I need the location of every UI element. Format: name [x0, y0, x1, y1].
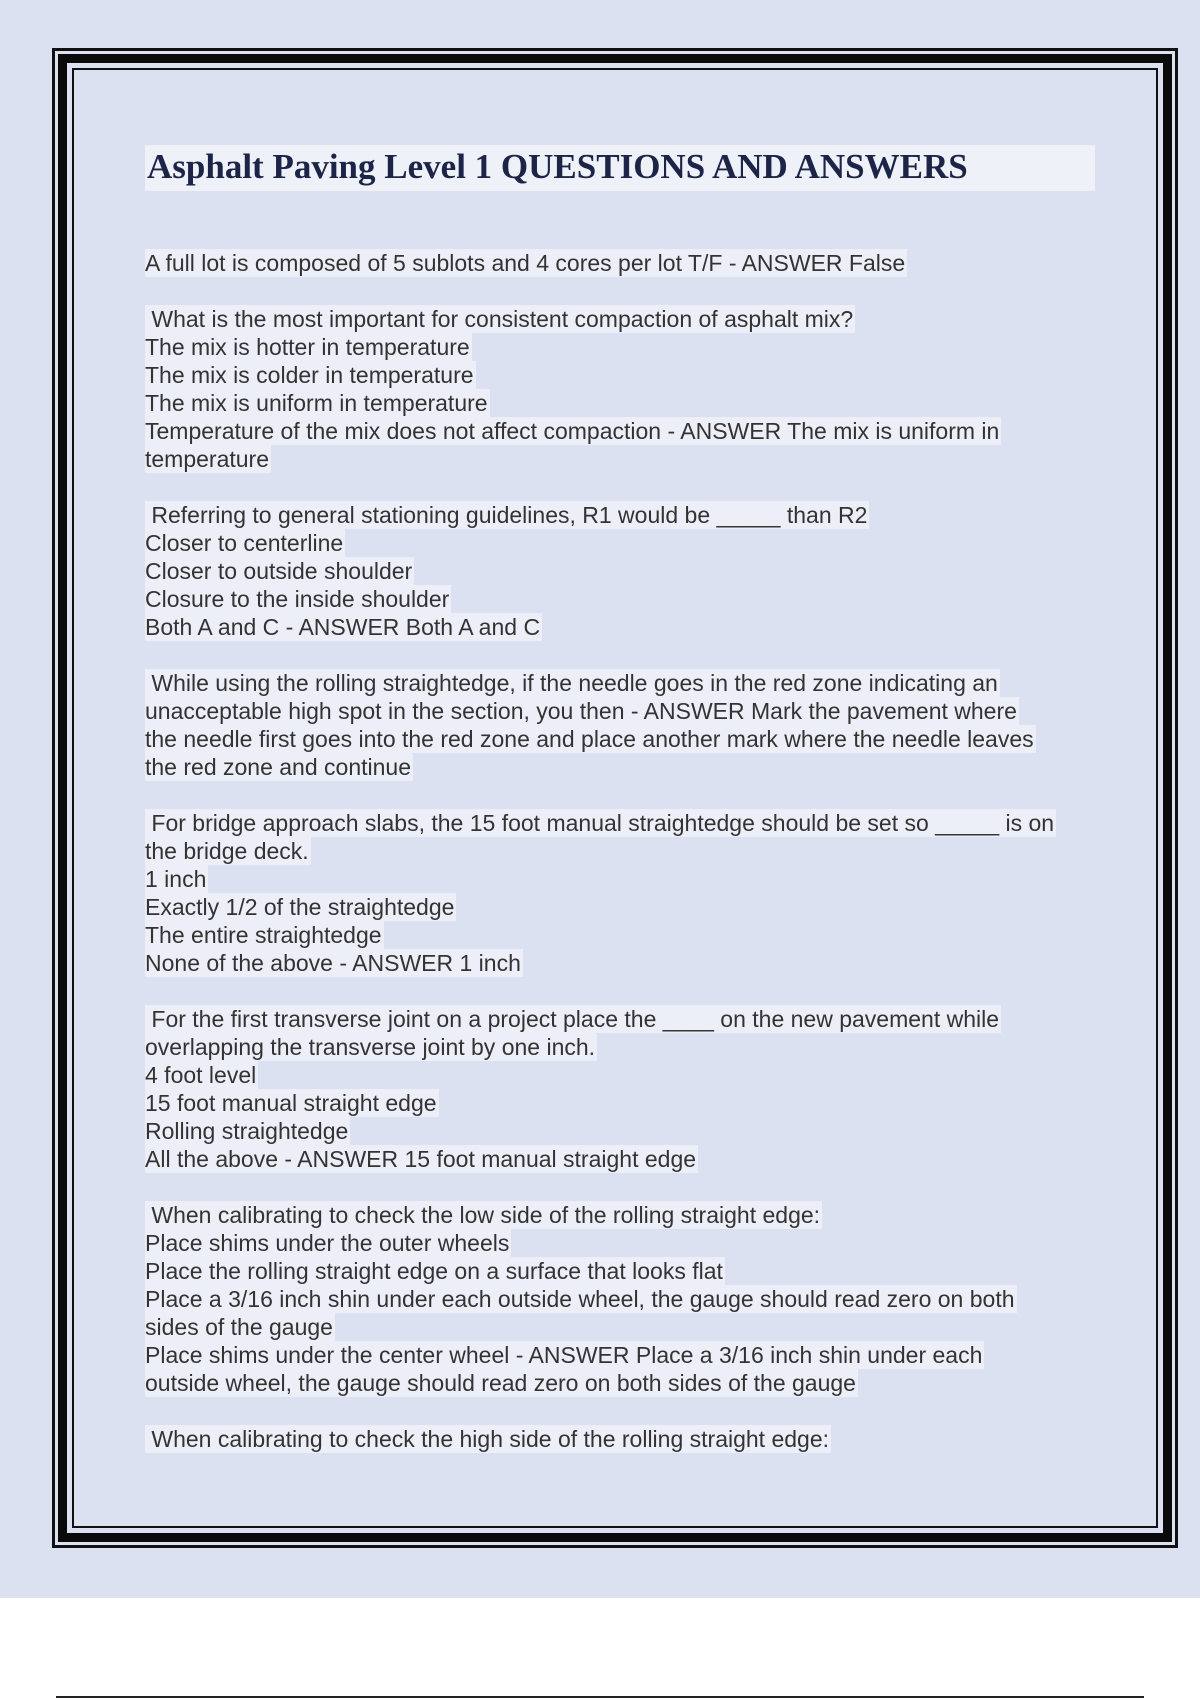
qa-text-line: Closer to centerline [145, 530, 344, 556]
qa-question-line: When calibrating to check the low side of the rolling straight edge: [145, 1202, 821, 1228]
qa-text-line: Closer to outside shoulder [145, 558, 413, 584]
qa-item [145, 1005, 1095, 1173]
qa-text-line: The mix is uniform in temperature [145, 390, 488, 416]
qa-question-line: What is the most important for consistent compaction of asphalt mix? [145, 306, 854, 332]
qa-text-line: temperature [145, 446, 270, 472]
qa-text-line: the red zone and continue [145, 754, 411, 780]
qa-text-line: overlapping the transverse joint by one inch. [145, 1034, 596, 1060]
qa-text-line: 4 foot level [145, 1062, 257, 1088]
qa-text-line: Exactly 1/2 of the straightedge [145, 894, 455, 920]
qa-question-line: For bridge approach slabs, the 15 foot manual straightedge should be set so _____ is on [145, 810, 1055, 836]
qa-item [145, 1201, 1095, 1397]
qa-text-line: Both A and C - ANSWER Both A and C [145, 614, 541, 640]
qa-question-line: When calibrating to check the high side of the rolling straight edge: [145, 1426, 830, 1452]
qa-text-line: Rolling straightedge [145, 1118, 349, 1144]
qa-text-line: 15 foot manual straight edge [145, 1090, 437, 1116]
qa-question-line: A full lot is composed of 5 sublots and 4 cores per lot T/F - ANSWER False [145, 250, 906, 276]
qa-text-line: None of the above - ANSWER 1 inch [145, 950, 521, 976]
qa-list [145, 249, 1095, 1453]
qa-text-line: Place the rolling straight edge on a surface that looks flat [145, 1258, 723, 1284]
qa-item [145, 1425, 1095, 1453]
qa-item [145, 249, 1095, 277]
qa-text-line: the bridge deck. [145, 838, 309, 864]
qa-text-line: sides of the gauge [145, 1314, 333, 1340]
qa-text-line: Place a 3/16 inch shin under each outside wheel, the gauge should read zero on both [145, 1286, 1015, 1312]
footer-rule [56, 1696, 1144, 1698]
qa-item [145, 305, 1095, 473]
qa-text-line: unacceptable high spot in the section, you then - ANSWER Mark the pavement where [145, 698, 1017, 724]
qa-text-line: The mix is colder in temperature [145, 362, 474, 388]
qa-text-line: Closure to the inside shoulder [145, 586, 450, 612]
qa-text-line: outside wheel, the gauge should read zero on both sides of the gauge [145, 1370, 856, 1396]
qa-text-line: 1 inch [145, 866, 207, 892]
document-title: Asphalt Paving Level 1 QUESTIONS AND ANSWERS [145, 145, 1095, 191]
qa-text-line: Place shims under the center wheel - ANSWER Place a 3/16 inch shin under each [145, 1342, 983, 1368]
qa-item [145, 501, 1095, 641]
qa-text-line: the needle first goes into the red zone and place another mark where the needle leaves [145, 726, 1034, 752]
qa-item [145, 669, 1095, 781]
qa-text-line: The entire straightedge [145, 922, 382, 948]
qa-text-line: Place shims under the outer wheels [145, 1230, 510, 1256]
qa-question-line: For the first transverse joint on a project place the ____ on the new pavement while [145, 1006, 1000, 1032]
qa-item [145, 809, 1095, 977]
qa-text-line: Temperature of the mix does not affect compaction - ANSWER The mix is uniform in [145, 418, 1000, 444]
qa-question-line: Referring to general stationing guidelines, R1 would be _____ than R2 [145, 502, 868, 528]
qa-question-line: While using the rolling straightedge, if the needle goes in the red zone indicating an [145, 670, 998, 696]
qa-text-line: All the above - ANSWER 15 foot manual straight edge [145, 1146, 697, 1172]
qa-text-line: The mix is hotter in temperature [145, 334, 470, 360]
document-content [145, 145, 1095, 1481]
